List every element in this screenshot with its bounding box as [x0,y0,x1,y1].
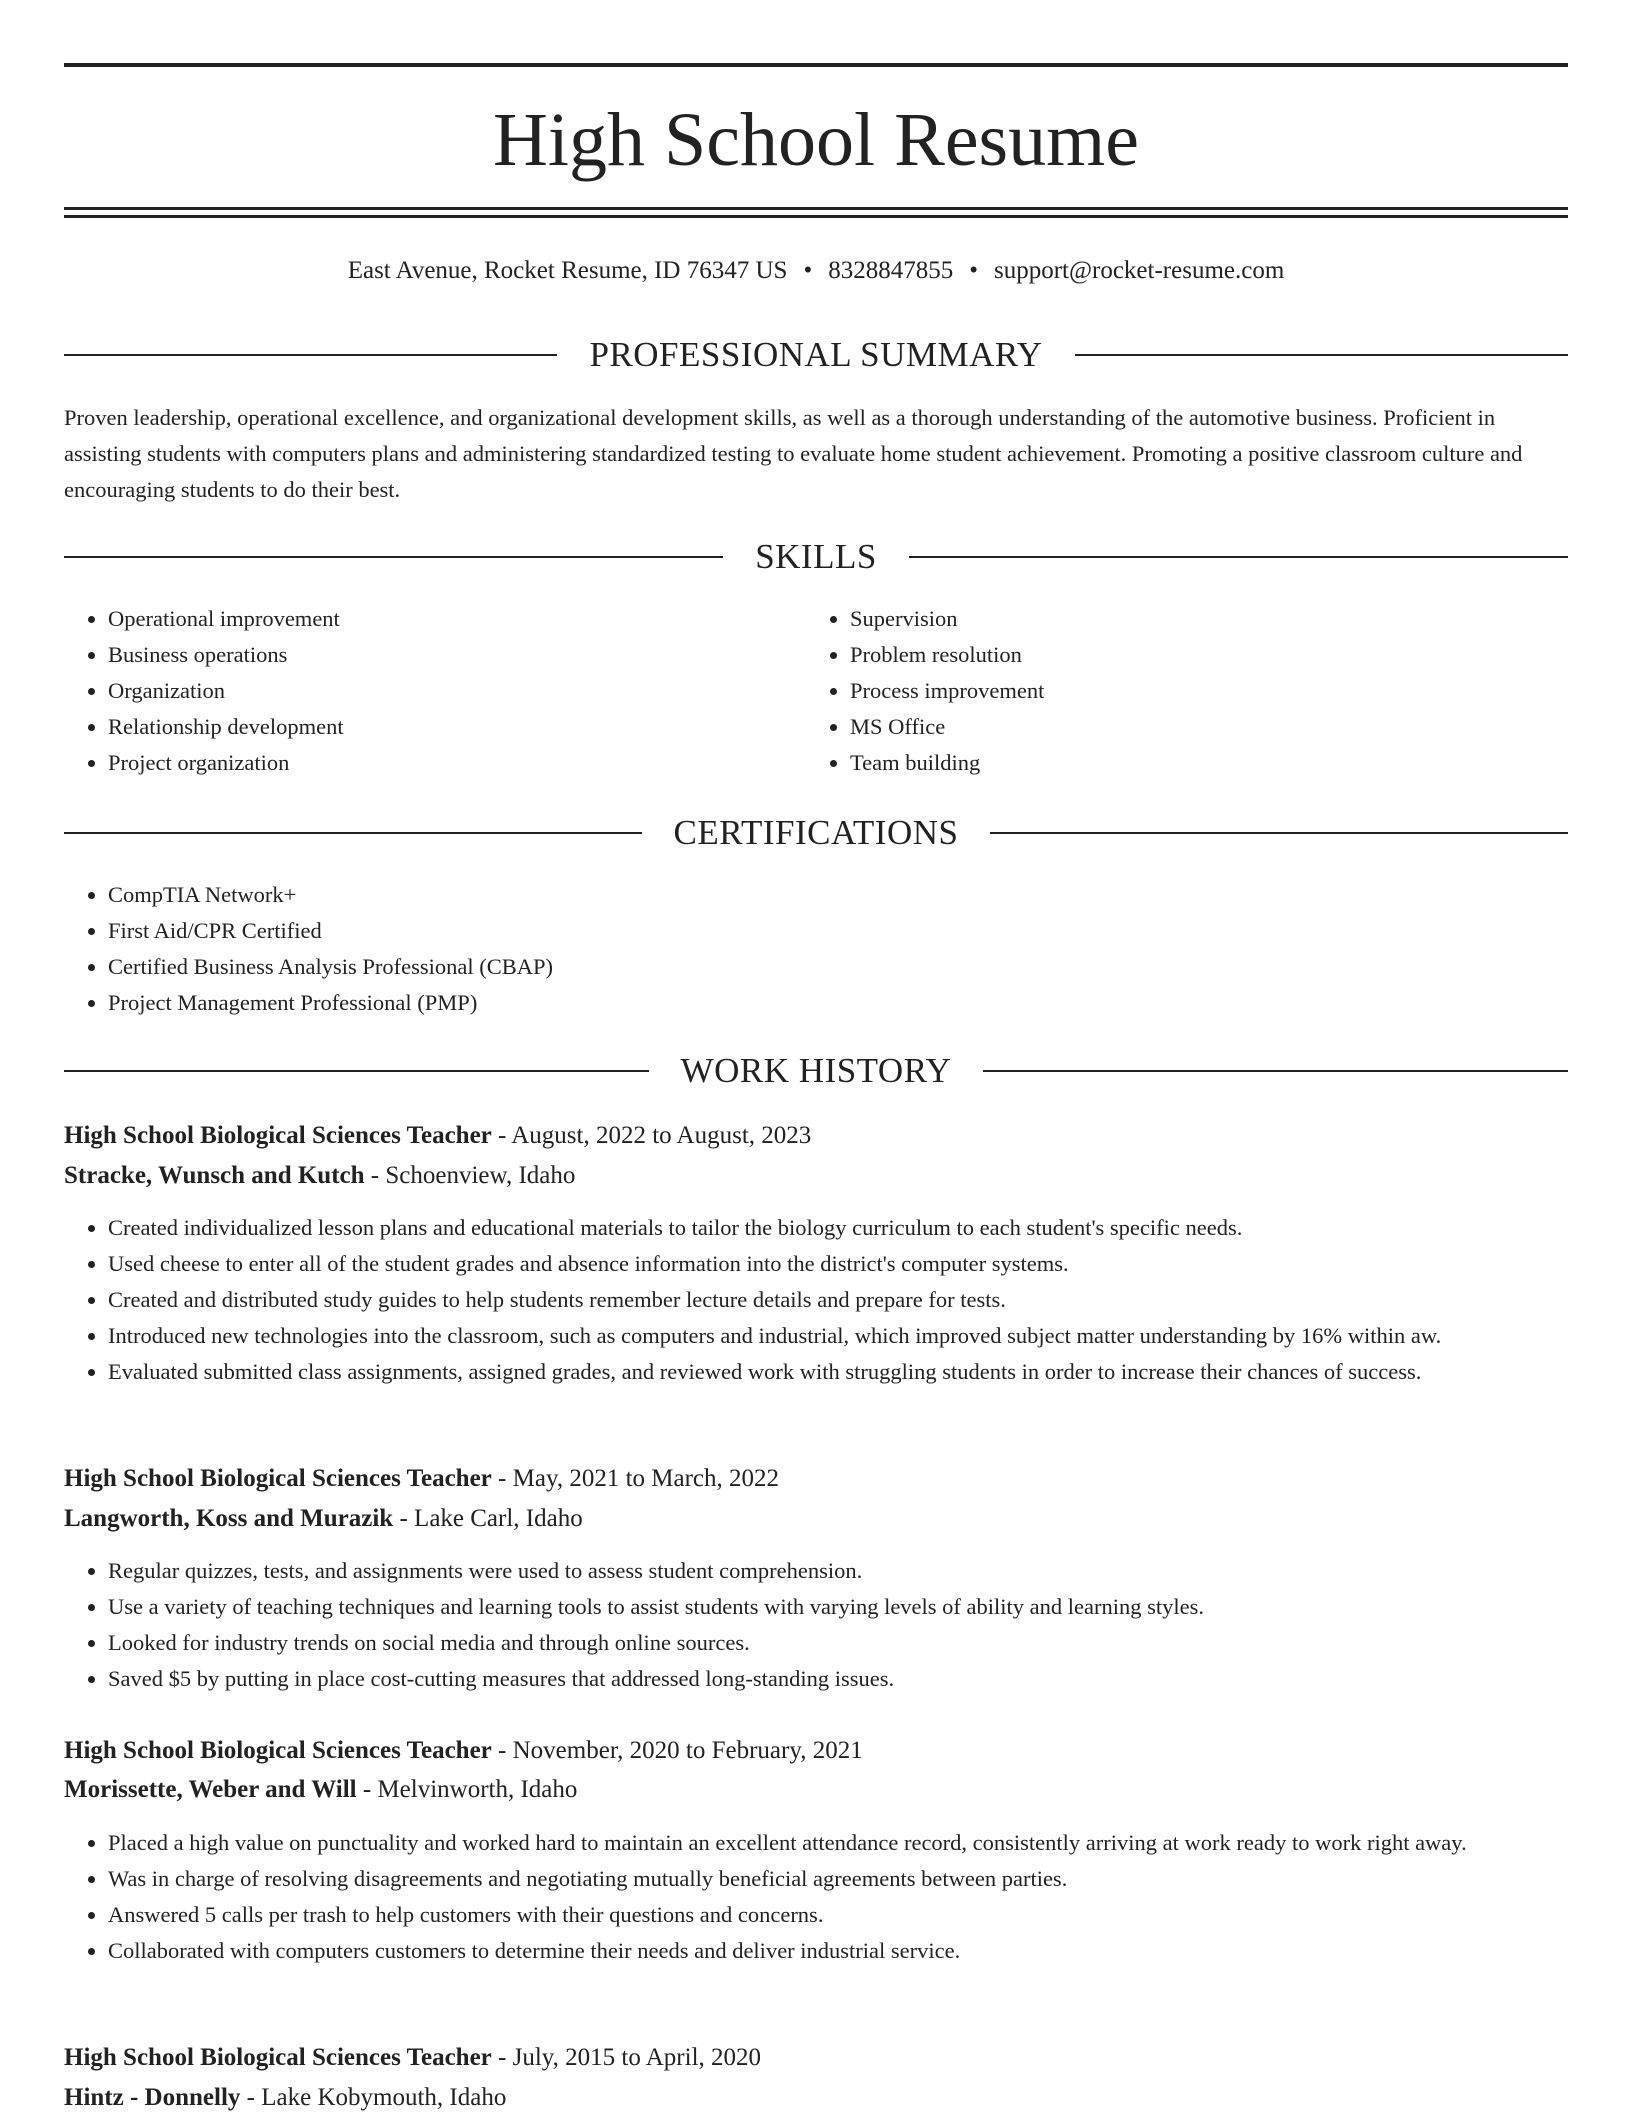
job-company: Morissette, Weber and Will [64,1776,357,1803]
heading-rule [909,556,1568,558]
job-location: Lake Carl, Idaho [414,1505,583,1532]
job-location: Lake Kobymouth, Idaho [261,2084,507,2111]
job-dates: November, 2020 to February, 2021 [512,1737,863,1764]
job-duty: • Answered 5 calls per trash to help customers with their questions and concerns. [108,1897,1568,1933]
title-rule-upper [64,207,1568,210]
job-title-line: High School Biological Sciences Teacher - August, 2022 to August, 2023 [64,1122,812,1149]
skill-item: • Process improvement [850,673,1610,709]
heading-rule [64,1070,649,1072]
section-heading-summary [64,333,1568,377]
contact-phone: 8328847855 [828,257,954,284]
summary-text: Proven leadership, operational excellence, and organizational development skills, as well as a thorough understanding of the automotive business. Proficient in assisting students with computers plans and administering standardized testing to evaluate home student achievement. Promoting a positive classroom culture and encouraging students to do their best. [64,405,1523,502]
job-company: Langworth, Koss and Murazik [64,1505,394,1532]
certification-item: • Certified Business Analysis Professional (CBAP) [108,949,1568,985]
contact-separator: • [969,257,978,284]
job-company: Hintz - Donnelly [64,2084,241,2111]
contact-email: support@rocket-resume.com [993,257,1285,284]
heading-rule [983,1070,1568,1072]
job-title: High School Biological Sciences Teacher [64,1465,492,1492]
job-title-line: High School Biological Sciences Teacher - November, 2020 to February, 2021 [64,1737,863,1764]
certification-item: • Project Management Professional (PMP) [108,985,1568,1021]
section-title: PROFESSIONAL SUMMARY [589,335,1043,374]
job-duty: • Created individualized lesson plans and educational materials to tailor the biology curriculum to each student's specific needs. [108,1210,1568,1246]
job-duty: • Created and distributed study guides to help students remember lecture details and prepare for tests. [108,1282,1568,1318]
skills-list-left [64,601,808,781]
job-duty: • Introduced new technologies into the classroom, such as computers and industrial, which improved subject matter understanding by 16% within aw. [108,1318,1568,1354]
contact-address: East Avenue, Rocket Resume, ID 76347 US [347,257,788,284]
job-duty: • Was in charge of resolving disagreements and negotiating mutually beneficial agreements between parties. [108,1861,1568,1897]
job-title: High School Biological Sciences Teacher [64,2044,492,2071]
skill-item: • Project organization [108,745,808,781]
certifications-list [64,877,1568,1021]
skill-item: • Operational improvement [108,601,808,637]
job-duty: • Used cheese to enter all of the student grades and absence information into the district's computer systems. [108,1246,1568,1282]
job-company: Stracke, Wunsch and Kutch [64,1162,365,1189]
job-company-line: Morissette, Weber and Will - Melvinworth, Idaho [64,1776,578,1803]
certification-item: • First Aid/CPR Certified [108,913,1568,949]
skill-item: • Business operations [108,637,808,673]
section-heading-certifications [64,811,1568,855]
skill-item: • Team building [850,745,1610,781]
heading-rule [64,556,723,558]
skill-item: • Problem resolution [850,637,1610,673]
job-dates: August, 2022 to August, 2023 [511,1122,812,1149]
heading-rule [990,832,1568,834]
skill-item: • Supervision [850,601,1610,637]
job-title: High School Biological Sciences Teacher [64,1737,492,1764]
job-duty: • Use a variety of teaching techniques and learning tools to assist students with varying levels of ability and learning styles. [108,1589,1568,1625]
resume-title: High School Resume [493,98,1139,182]
skill-item: • Organization [108,673,808,709]
job-duty: • Collaborated with computers customers to determine their needs and deliver industrial service. [108,1933,1568,1969]
job-duties-list [64,1825,1568,1969]
title-rule-lower [64,215,1568,218]
skill-item: • Relationship development [108,709,808,745]
job-duty: • Regular quizzes, tests, and assignments were used to assess student comprehension. [108,1553,1568,1589]
job-title: High School Biological Sciences Teacher [64,1122,492,1149]
contact-separator: • [803,257,813,284]
job-dates: May, 2021 to March, 2022 [512,1465,780,1492]
job-duties-list [64,1553,1568,1697]
job-duty: • Placed a high value on punctuality and worked hard to maintain an excellent attendance record, consistently arriving at work ready to work right away. [108,1825,1568,1861]
section-heading-skills [64,535,1568,579]
heading-rule [1075,354,1568,356]
section-title: WORK HISTORY [680,1051,952,1090]
job-location: Schoenview, Idaho [385,1162,576,1189]
contact-line [64,254,1568,288]
job-duty: • Saved $5 by putting in place cost-cutting measures that addressed long-standing issues. [108,1661,1568,1697]
job-company-line: Langworth, Koss and Murazik - Lake Carl, Idaho [64,1505,583,1532]
section-title: SKILLS [755,537,877,576]
job-title-line: High School Biological Sciences Teacher - May, 2021 to March, 2022 [64,1465,780,1492]
job-duties-list [64,1210,1568,1390]
job-duty: • Evaluated submitted class assignments, assigned grades, and reviewed work with struggling students in order to increase their chances of success. [108,1354,1568,1390]
job-company-line: Hintz - Donnelly - Lake Kobymouth, Idaho [64,2084,507,2111]
section-title: CERTIFICATIONS [673,813,959,852]
heading-rule [64,354,557,356]
job-dates: July, 2015 to April, 2020 [512,2044,762,2071]
heading-rule [64,832,642,834]
job-company-line: Stracke, Wunsch and Kutch - Schoenview, Idaho [64,1162,576,1189]
top-rule [64,63,1568,67]
skill-item: • MS Office [850,709,1610,745]
section-heading-work-history [64,1049,1568,1093]
job-location: Melvinworth, Idaho [377,1776,578,1803]
skills-list-right [806,601,1610,781]
certification-item: • CompTIA Network+ [108,877,1568,913]
job-title-line: High School Biological Sciences Teacher - July, 2015 to April, 2020 [64,2044,762,2071]
job-duty: • Looked for industry trends on social media and through online sources. [108,1625,1568,1661]
